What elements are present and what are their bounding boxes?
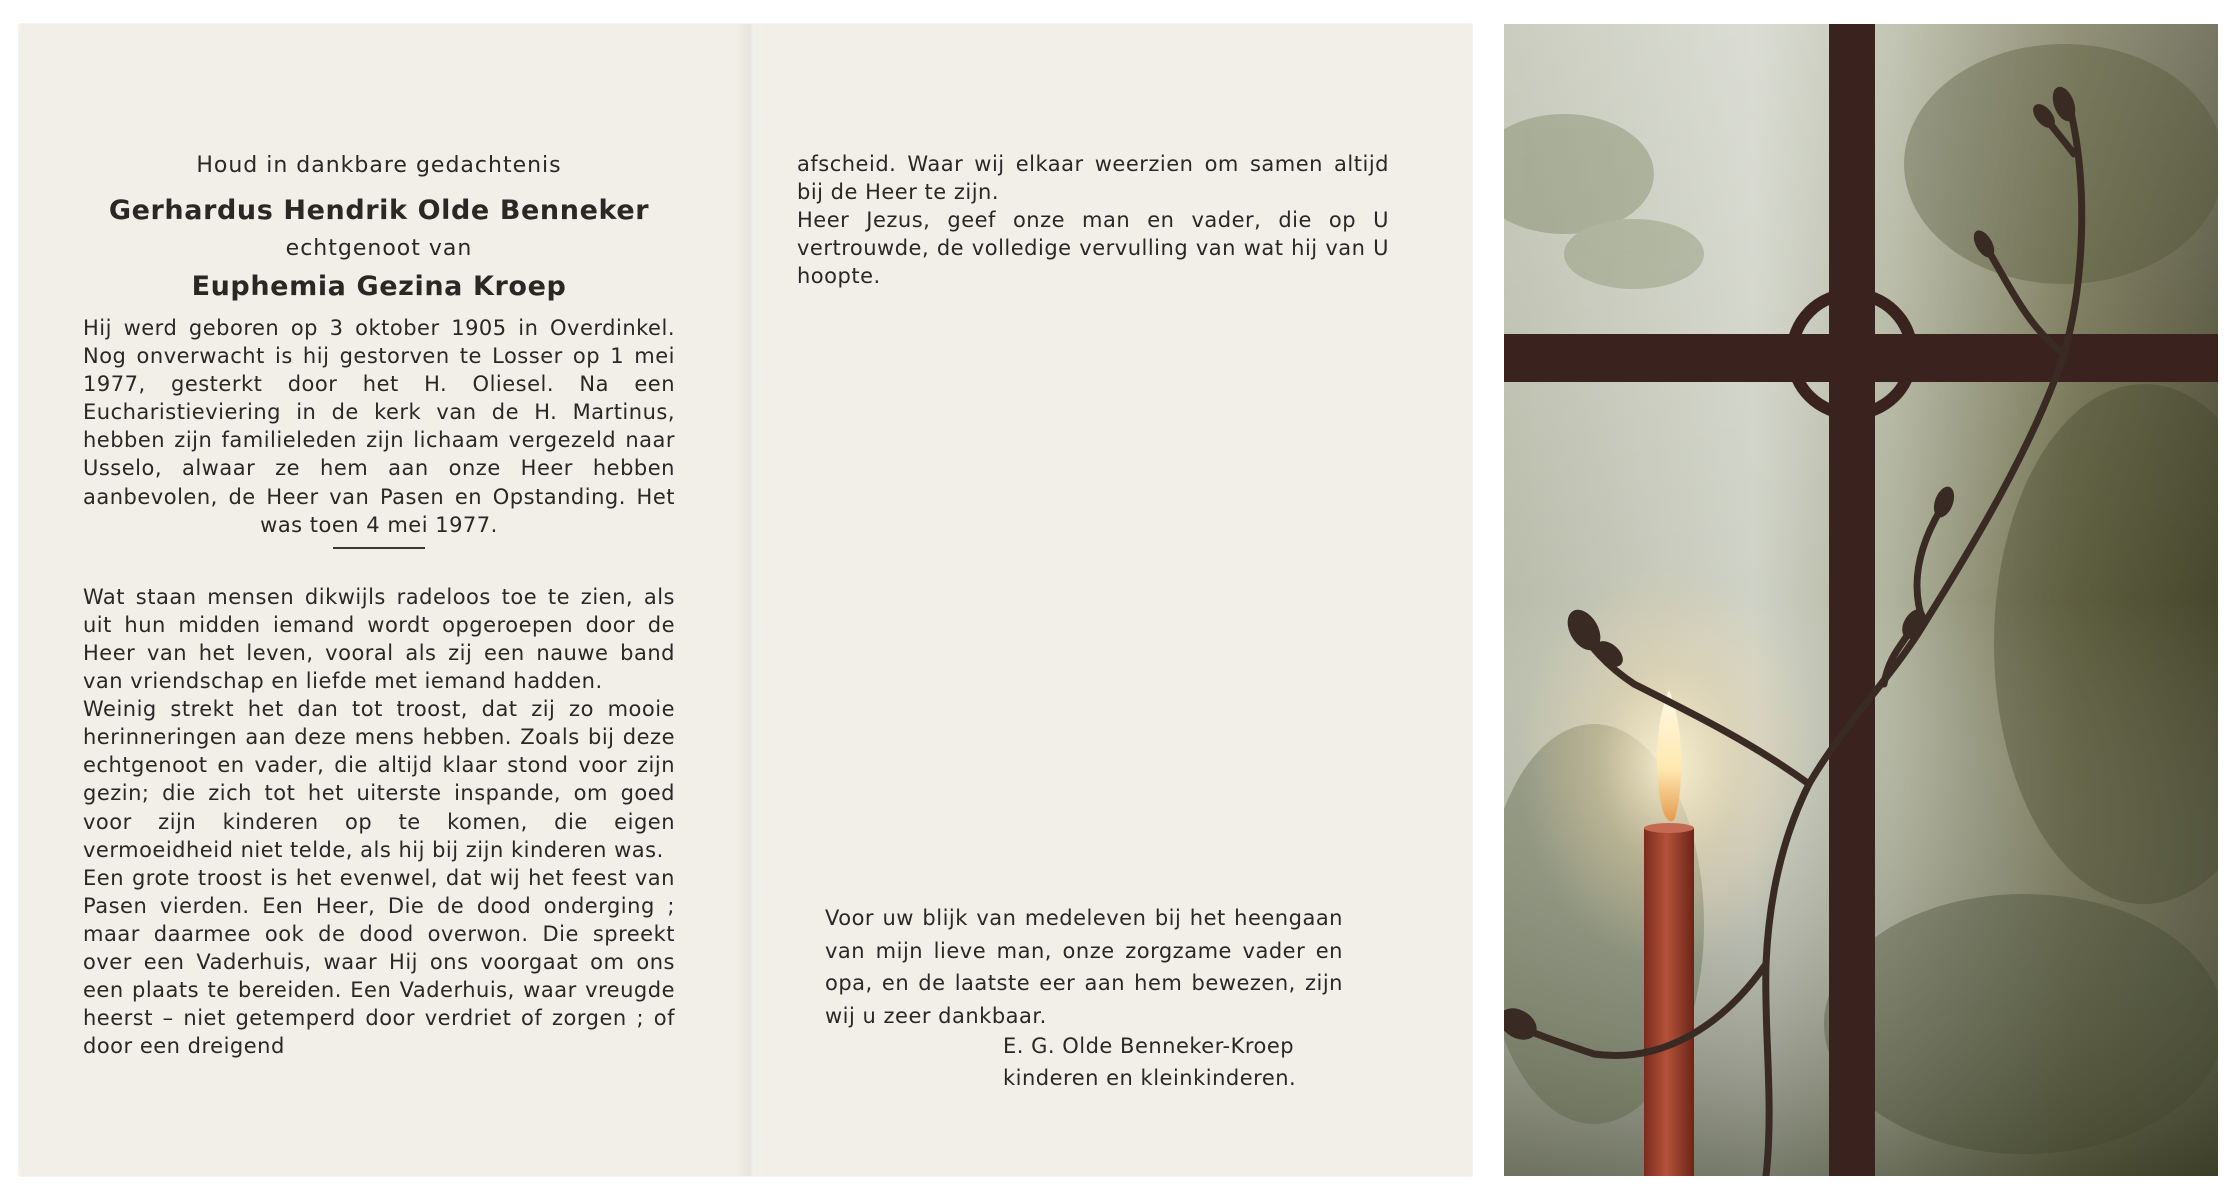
card-fold [735, 24, 767, 1176]
divider-rule [333, 547, 425, 549]
signature-name: E. G. Olde Benneker-Kroep [1003, 1034, 1295, 1058]
signature-family: kinderen en kleinkinderen. [1003, 1066, 1297, 1090]
candle-top [1644, 823, 1694, 833]
thanks-block [825, 902, 1343, 1032]
biography-text: Hij werd geboren op 3 oktober 1905 in Overdinkel. Nog onverwacht is hij gestorven te Losser op 1 mei 1977, gesterkt door het H. Oliesel. Na een Eucharistieviering in de kerk van de H. Martinus, hebben zijn familieleden zijn lichaam vergezeld naar Usselo, alwaar ze hem aan onze Heer hebben aanbevolen, de Heer van Pasen en Opstanding. Het was toen 4 mei 1977. [83, 316, 675, 537]
cross-candle-photo [1504, 24, 2218, 1176]
spouse-name: Euphemia Gezina Kroep [191, 271, 567, 302]
thanks-text: Voor uw blijk van medeleven bij het heengaan van mijn lieve man, onze zorgzame vader en opa, en de laatste eer aan hem bewezen, zijn wij u zeer dankbaar. [825, 906, 1343, 1028]
candle [1644, 828, 1694, 1176]
reflection-paragraph-2: Weinig strekt het dan tot troost, dat zij zo mooie herinneringen aan deze mens hebben. Zoals bij deze echtgenoot en vader, die altijd klaar stond voor zijn gezin; die zich tot het uiterste inspande, om goed voor zijn kinderen op te komen, die eigen vermoeidheid niet telde, als hij bij zijn kinderen was. [83, 697, 675, 862]
continuation-paragraph-2: Heer Jezus, geef onze man en vader, die op U vertrouwde, de volledige vervulling van wat hij van U hoopte. [797, 208, 1389, 289]
reflection-paragraph-3: Een grote troost is het evenwel, dat wij het feest van Pasen vierden. Een Heer, Die de dood onderging ; maar daarmee ook de dood overwon. Die spreekt over een Vaderhuis, waar Hij ons voorgaat om ons een plaats te bereiden. Een Vaderhuis, waar vreugde heerst – niet getemperd door verdriet of zorgen ; of door een dreigend [83, 865, 675, 1059]
continuation-paragraph-1: afscheid. Waar wij elkaar weerzien om samen altijd bij de Heer te zijn. [797, 152, 1389, 205]
photo-illustration [1504, 24, 2218, 1176]
cross-horizontal-beam [1504, 334, 2218, 382]
spouse-label: echtgenoot van [285, 236, 473, 261]
reflection-paragraph-1: Wat staan mensen dikwijls radeloos toe te zien, als uit hun midden iemand wordt opgeroepen door de Heer van het leven, vooral als zij een nauwe band van vriendschap en liefde met iemand hadden. [83, 584, 675, 694]
memorial-intro: Houd in dankbare gedachtenis [196, 153, 562, 178]
deceased-name: Gerhardus Hendrik Olde Benneker [108, 195, 650, 226]
cross-vertical-beam [1829, 24, 1875, 1176]
right-page [797, 150, 1389, 290]
signature-block [1003, 1030, 1296, 1094]
left-page [83, 150, 675, 1060]
